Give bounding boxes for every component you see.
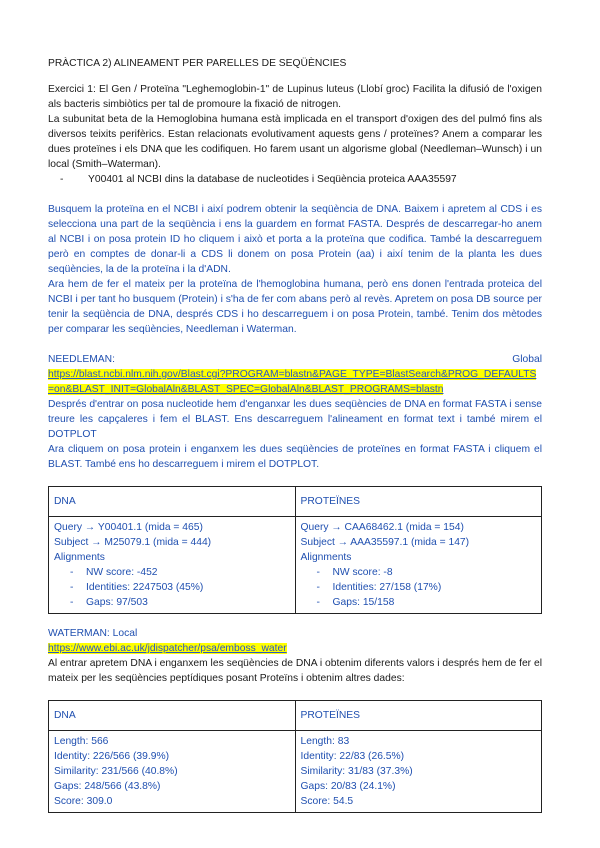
dna-subject: Subject → M25079.1 (mida = 444): [54, 537, 212, 548]
dna-score: Score: 309.0: [54, 796, 113, 807]
dna-alignments-label: Alignments: [54, 552, 105, 563]
needleman-paragraph-1: Després d'entrar on posa nucleotide hem d'enganxar les dues seqüències de DNA en format FASTA i sense treure les capçaleres i fem el BLAST. Ens descarreguem l'alineament en format text i també mirem el DOTPLOT: [48, 399, 542, 440]
prot-score: Score: 54.5: [300, 796, 354, 807]
table1-protein-cell: [295, 517, 542, 614]
prot-nw-score: - NW score: -8: [301, 565, 537, 580]
dna-query: Query → Y00401.1 (mida = 465): [54, 522, 203, 533]
page-title: PRÀCTICA 2) ALINEAMENT PER PARELLES DE SEQÜÈNCIES: [48, 58, 347, 69]
needleman-heading-row: [48, 352, 542, 367]
answer-paragraph-2: Ara hem de fer el mateix per la proteïna de l'hemoglobina humana, però ens donen l'entrada proteica del NCBI i per tant ho busquem (Protein) i s'ha de fer com abans però al revès. Apretem on posa DB source per tenir la seqüència de DNA, després CDS i ho descarreguem i on posa Protein, també. Tenim dos mètodes per comparar les seqüències, Needleman i Waterman.: [48, 279, 542, 335]
exercise-bullet: - Y00401 al NCBI dins la database de nucleotides i Seqüència proteica AAA35597: [48, 172, 542, 187]
needleman-paragraph-2: Ara cliquem on posa protein i enganxem les dues seqüències de proteïnes en format FASTA i cliquem el BLAST. També ens ho descarreguem i mirem el DOTPLOT.: [48, 444, 542, 470]
needleman-heading: NEEDLEMAN:: [48, 354, 115, 365]
blast-link[interactable]: https://blast.ncbi.nlm.nih.gov/Blast.cgi?PROGRAM=blastn&PAGE_TYPE=BlastSearch&PROG_DEFAULTS=on&BLAST_INIT=GlobalAln&BLAST_SPEC=GlobalAln&BLAST_PROGRAMS=blastn: [48, 369, 537, 395]
answer-paragraph-1: Busquem la proteïna en el NCBI i així podrem obtenir la seqüència de DNA. Baixem i apretem al CDS i es selecciona una part de la seqüència i ens la guardem en format FASTA. Després de descarregar-ho anem al NCBI i on posa protein ID ho cliquem i això et porta a la proteïna que codifica. També la descarreguem però en comptes de donar-li a CDS li donem on posa Protein (aa) i així tenim de la planta les dues seqüències, la de la proteïna i la d'ADN.: [48, 204, 542, 275]
dna-identities: - Identities: 2247503 (45%): [54, 580, 290, 595]
prot-alignments-label: Alignments: [300, 552, 352, 563]
prot-gaps: - Gaps: 15/158: [301, 595, 537, 610]
exercise-question: La subunitat beta de la Hemoglobina humana està implicada en el transport d'oxigen des del pulmó fins als diversos teixits perifèrics. Estan relacionats evolutivament aquests gens / proteïnes? Anem a comparar les dues proteïnes i els DNA que les codifiquen. Ho farem usant un algorisme global (Needleman–Wunsch) i un local (Smith–Waterman).: [48, 114, 542, 170]
prot-subject: Subject → AAA35597.1 (mida = 147): [300, 537, 470, 548]
table1-header-proteins: PROTEÏNES: [295, 487, 542, 517]
needleman-results-table: [48, 486, 542, 614]
dna-similarity: Similarity: 231/566 (40.8%): [54, 766, 178, 777]
dna-identity: Identity: 226/566 (39.9%): [54, 751, 170, 762]
table2-header-proteins: PROTEÏNES: [295, 701, 542, 731]
table2-protein-cell: [295, 731, 542, 813]
prot-length: Length: 83: [300, 736, 350, 747]
waterman-heading: WATERMAN: Local: [48, 628, 138, 639]
dna-gaps: - Gaps: 97/503: [54, 595, 290, 610]
exercise-intro: Exercici 1: El Gen / Proteïna "Leghemoglobin-1" de Lupinus luteus (Llobí groc) Facilita la difusió de l'oxigen als bacteris simbiòtics per tal de promoure la fixació de nitrogen.: [48, 84, 542, 110]
prot-identities: - Identities: 27/158 (17%): [301, 580, 537, 595]
table2-dna-cell: [49, 731, 296, 813]
emboss-water-link[interactable]: https://www.ebi.ac.uk/jdispatcher/psa/emboss_water: [48, 643, 287, 654]
dna-gaps-water: Gaps: 248/566 (43.8%): [54, 781, 161, 792]
prot-similarity: Similarity: 31/83 (37.3%): [300, 766, 413, 777]
waterman-results-table: [48, 700, 542, 813]
needleman-type: Global: [512, 354, 542, 365]
prot-query: Query → CAA68462.1 (mida = 154): [300, 522, 464, 533]
document-page: [48, 56, 542, 813]
table2-header-dna: DNA: [49, 701, 296, 731]
table1-header-dna: DNA: [49, 487, 296, 517]
dna-length: Length: 566: [54, 736, 109, 747]
table1-dna-cell: [49, 517, 296, 614]
waterman-paragraph: Al entrar apretem DNA i enganxem les seqüències de DNA i obtenim diferents valors i després hem de fer el mateix per les seqüències peptídiques posant Proteïns i obtenim altres dades:: [48, 658, 542, 684]
prot-gaps-water: Gaps: 20/83 (24.1%): [300, 781, 396, 792]
dna-nw-score: - NW score: -452: [54, 565, 290, 580]
prot-identity: Identity: 22/83 (26.5%): [300, 751, 405, 762]
